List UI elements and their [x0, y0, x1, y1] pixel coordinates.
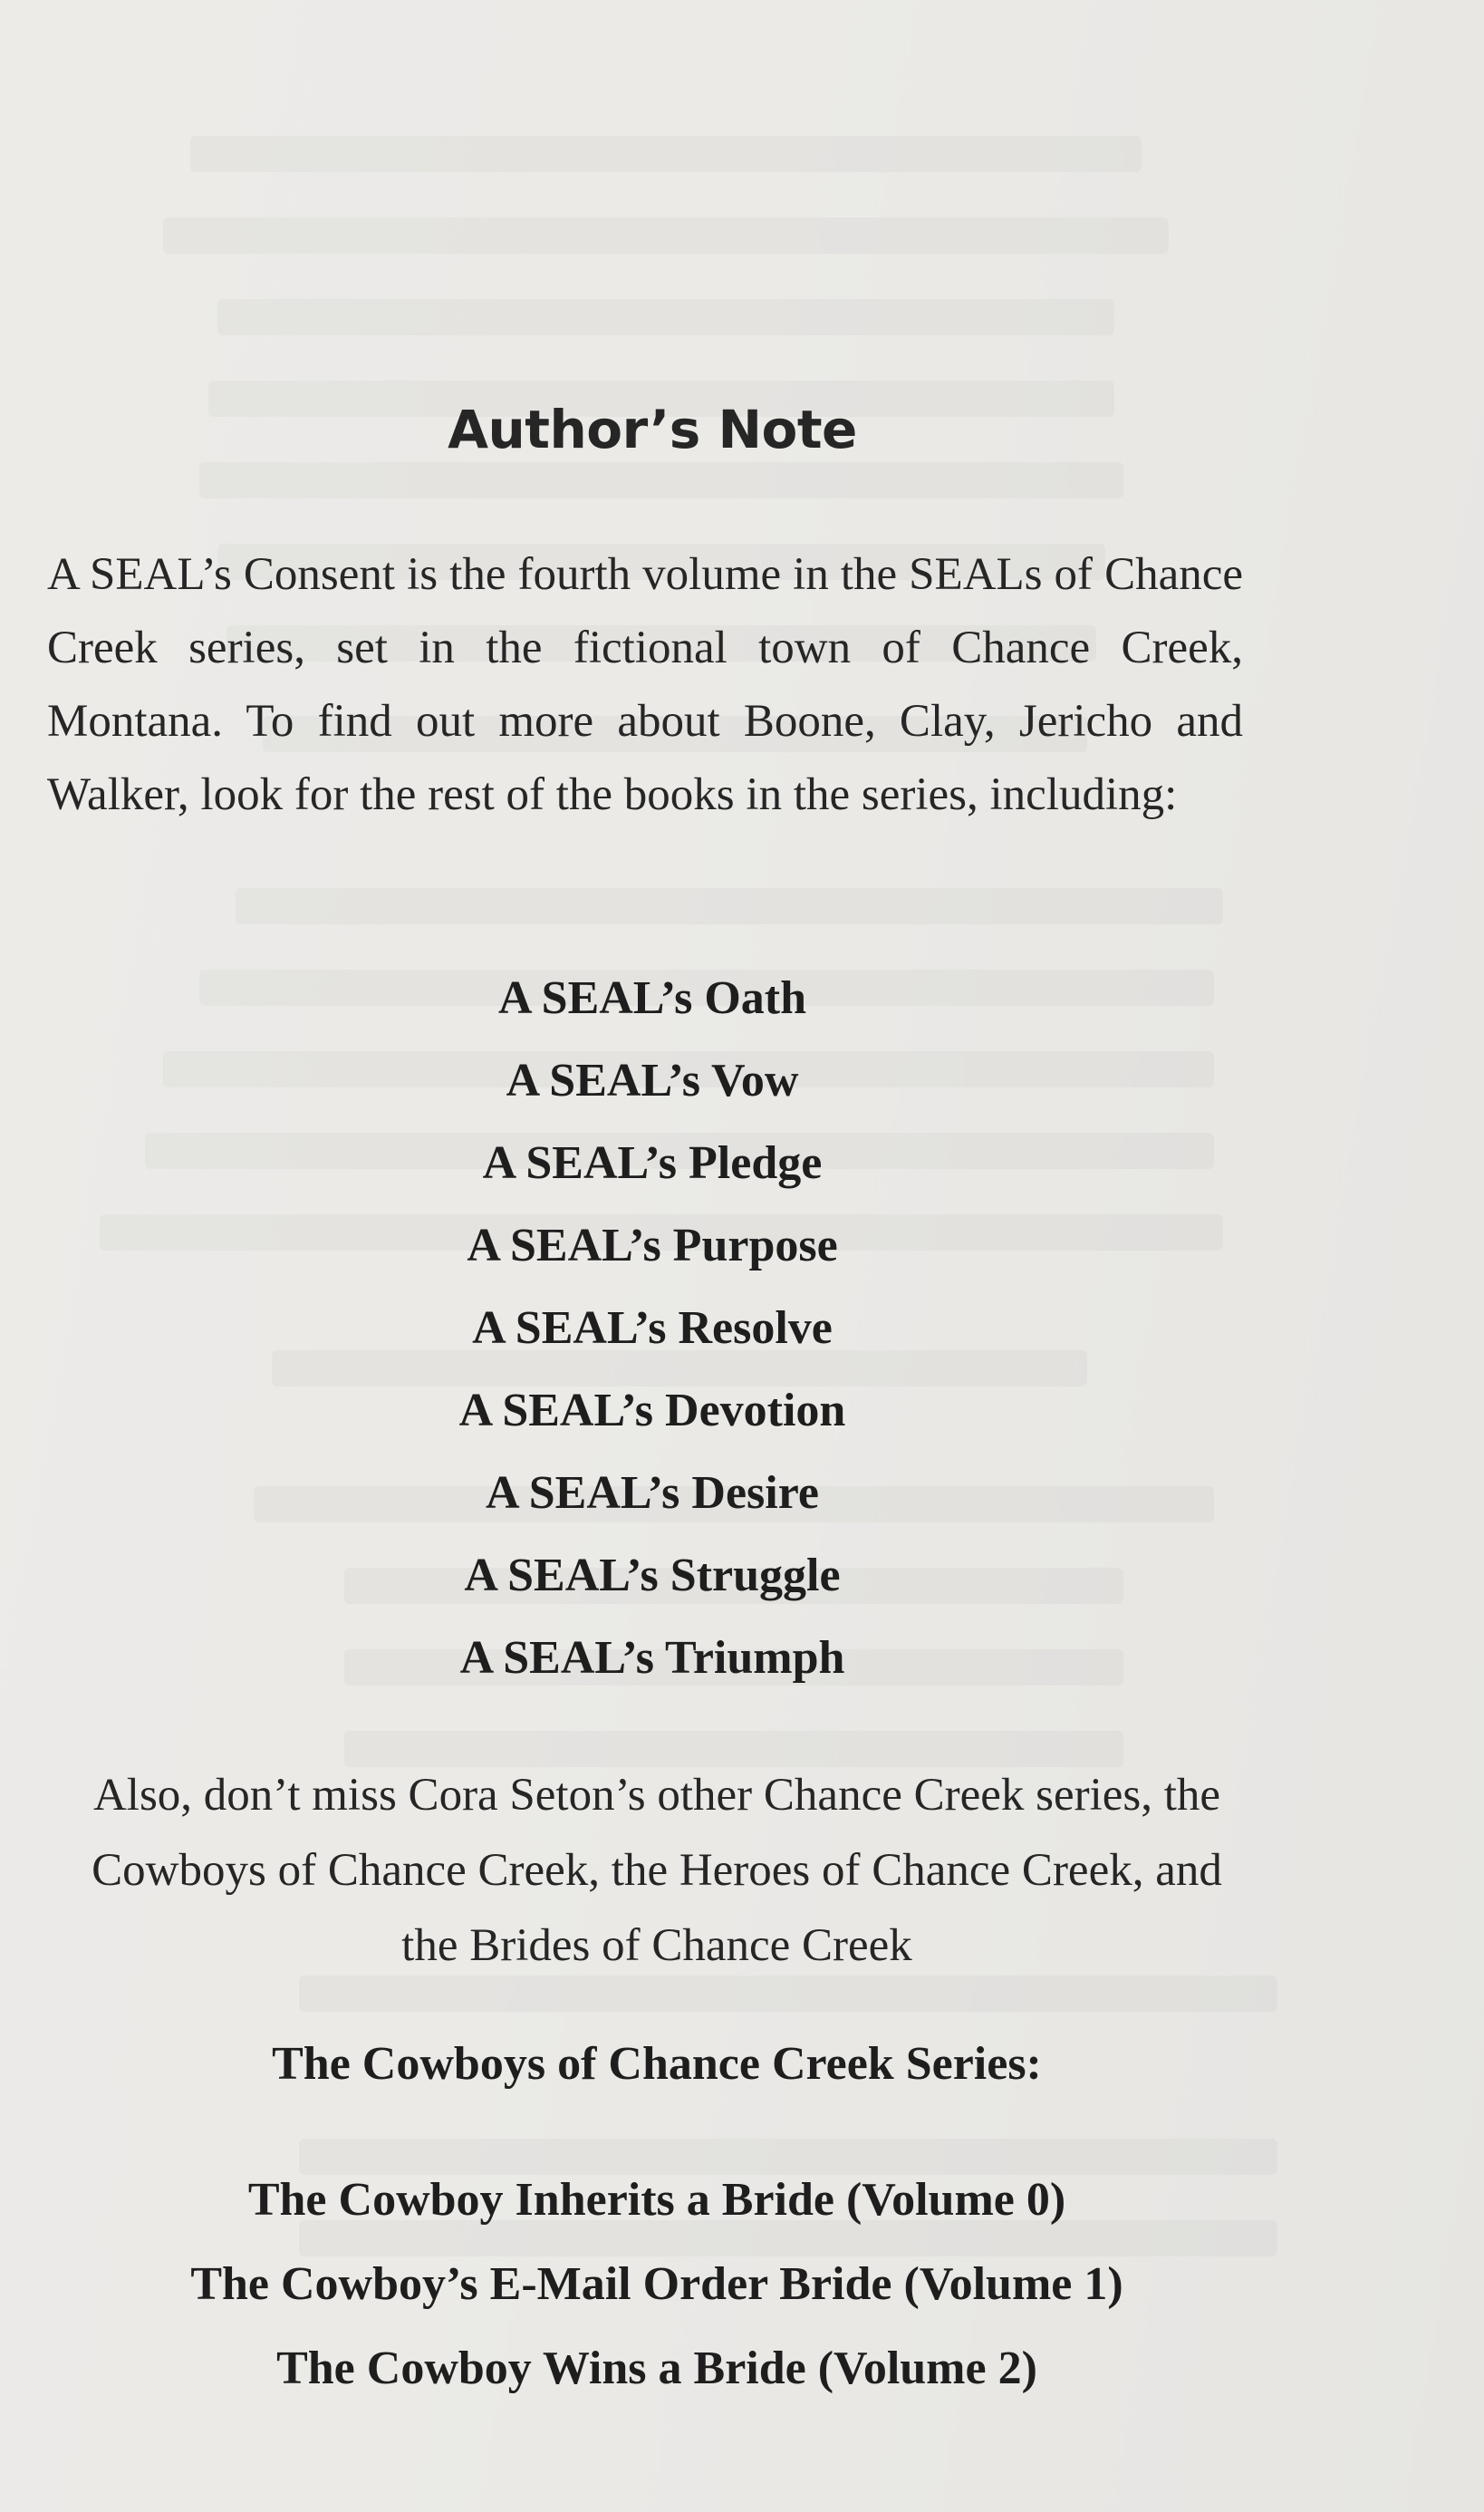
list-item: The Cowboy Wins a Bride (Volume 2) — [276, 2343, 1037, 2394]
list-item: A SEAL’s Oath — [497, 972, 807, 1024]
list-item: A SEAL’s Devotion — [458, 1385, 846, 1436]
list-item: The Cowboy’s E-Mail Order Bride (Volume 1) — [190, 2258, 1123, 2310]
list-item: A SEAL’s Desire — [486, 1467, 819, 1519]
intro-paragraph: A SEAL’s Consent is the fourth volume in the SEALs of Chance Creek series, set in the fictional town of Chance Creek, Montana. To find out more about Boone, Clay, Jericho and Walker, look for the rest of the books in the series, including: — [47, 549, 1243, 820]
list-item: The Cowboy Inherits a Bride (Volume 0) — [247, 2174, 1066, 2226]
cowboys-book-list — [0, 2164, 1314, 2417]
list-item: A SEAL’s Vow — [506, 1055, 799, 1106]
page-title: Author’s Note — [448, 399, 857, 460]
also-paragraph: Also, don’t miss Cora Seton’s other Chance Creek series, the Cowboys of Chance Creek, the Heroes of Chance Creek, and the Brides of Chance Creek — [92, 1770, 1222, 1971]
cowboys-series-heading: The Cowboys of Chance Creek Series: — [272, 2038, 1042, 2090]
list-item: A SEAL’s Struggle — [464, 1550, 841, 1601]
seals-book-list — [0, 963, 1305, 1705]
list-item: A SEAL’s Pledge — [482, 1137, 823, 1189]
list-item: A SEAL’s Triumph — [459, 1632, 845, 1684]
list-item: A SEAL’s Resolve — [472, 1302, 833, 1354]
list-item: A SEAL’s Purpose — [467, 1220, 838, 1271]
